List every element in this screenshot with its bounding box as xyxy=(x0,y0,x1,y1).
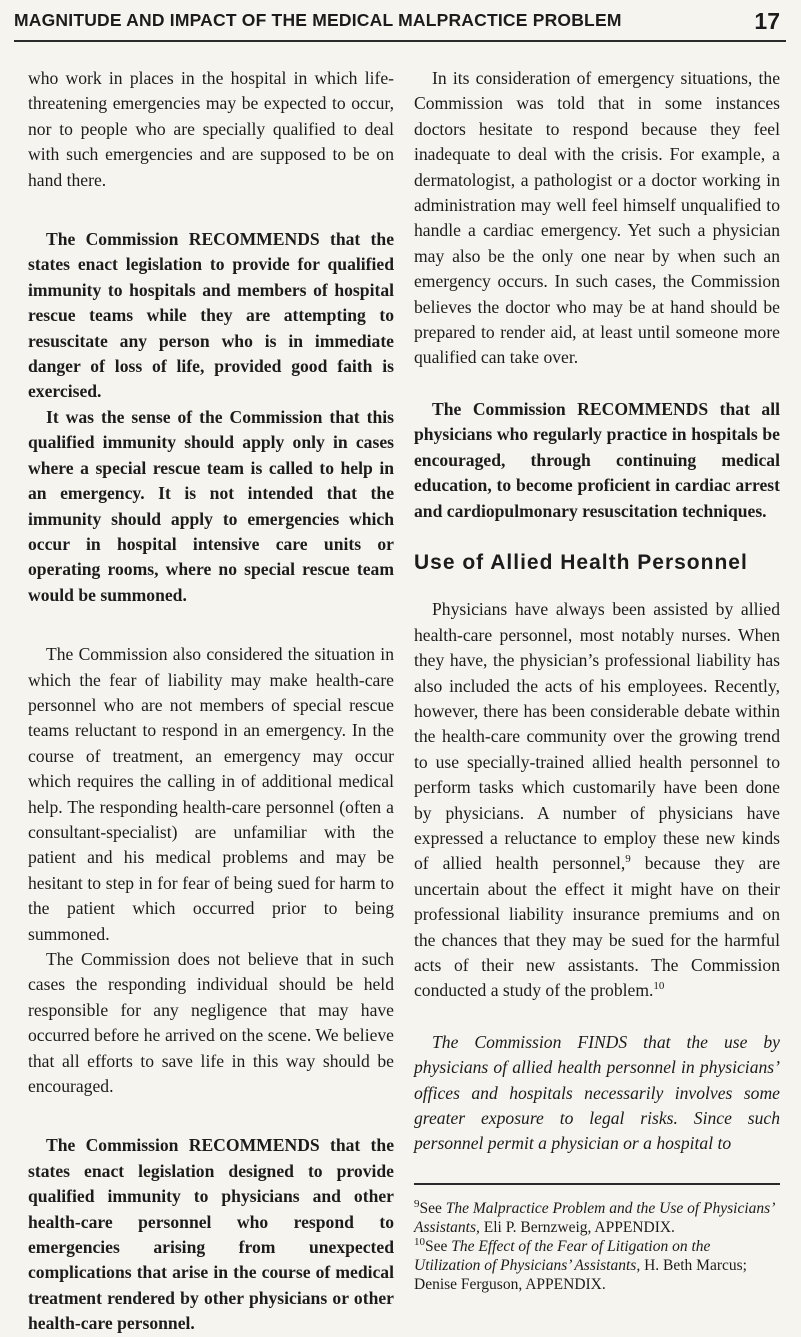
left-column xyxy=(28,66,394,1337)
paragraph: In its consideration of emergency situations, the Commission was told that in some instances doctors hesitate to respond because they feel inadequate to deal with the crisis. For example, a dermatologist, a pathologist or a doctor working in administration may well feel himself unqualified to handle a cardiac emergency. Yet such a physician may also be the only one near by when such an emergency occurs. In such cases, the Commission believes the doctor who may be at hand should be prepared to render aid, at least until someone more qualified can take over. xyxy=(414,68,780,368)
running-head-title: MAGNITUDE AND IMPACT OF THE MEDICAL MALPRACTICE PROBLEM xyxy=(14,10,622,30)
footnote-title: The Malpractice Problem and the Use of Physicians’ Assistants, xyxy=(414,1199,774,1236)
paragraph: The Commission also considered the situation in which the fear of liability may make health-care personnel who are not members of special rescue teams reluctant to respond in an emergency. In the course of treatment, an emergency may occur which requires the calling in of additional medical help. The responding health-care personnel (often a consultant-specialist) are unfamiliar with the patient and his medical problems and may be hesitant to step in for fear of being sued for harm to the patient which occurred prior to being summoned. xyxy=(28,644,394,944)
footnote-number: 10 xyxy=(414,1235,425,1248)
right-column xyxy=(414,66,780,1294)
footnote-see: See xyxy=(425,1237,452,1255)
finding-paragraph: The Commission FINDS that the use by physicians of allied health personnel in physicians’ offices and hospitals necessarily involves some greater exposure to legal risks. Since such personnel permit a physician or a hospital to xyxy=(414,1031,780,1154)
footnote-source: H. Beth Marcus; Denise Ferguson, APPENDIX. xyxy=(414,1256,747,1293)
footnote-source: Eli P. Bernzweig, APPENDIX. xyxy=(479,1218,675,1236)
section-heading: Use of Allied Health Personnel xyxy=(414,550,748,574)
recommendation-paragraph: The Commission RECOMMENDS that the states enact legislation designed to provide qualified immunity to physicians and other health-care personnel who respond to emergencies arising from unexpected complications that arise in the course of medical treatment rendered by other physicians or other health-care personnel. xyxy=(28,1135,394,1334)
paragraph-text: because they are uncertain about the effect it might have on their professional liability insurance premiums and on the chances that they may be sued for the harmful acts of their new assistants. The Commission conducted a study of the problem. xyxy=(414,853,781,1001)
footnote-number: 9 xyxy=(414,1197,420,1210)
running-header xyxy=(14,6,786,42)
recommendation-paragraph: The Commission RECOMMENDS that the states enact legislation to provide for qualified immunity to hospitals and members of hospital rescue teams while they are attempting to resuscitate any person who is in immediate danger of loss of life, provided good faith is exercised. xyxy=(28,229,394,402)
footnote-ref: 9 xyxy=(625,853,631,866)
footnote-9 xyxy=(414,1199,780,1237)
paragraph-text: Physicians have always been assisted by allied health-care personnel, most notably nurses. When they have, the physician’s professional liability has also included the acts of his employees. Recently, however, there has been considerable debate within the health-care community over the growing trend to use specially-trained allied health personnel to perform tasks which customarily have been done by physicians. A number of physicians have expressed a reluctance to employ these new kinds of allied health personnel, xyxy=(414,599,780,874)
footnote-title: The Effect of the Fear of Litigation on the Utilization of Physicians’ Assistants, xyxy=(414,1237,711,1274)
paragraph: The Commission does not believe that in such cases the responding individual should be held responsible for any negligence that may have occurred before he arrived on the scene. We believe that all efforts to save life in this way should be encouraged. xyxy=(28,949,394,1097)
page-number: 17 xyxy=(754,8,780,34)
footnote-see: See xyxy=(419,1199,446,1217)
footnote-ref: 10 xyxy=(653,980,665,993)
paragraph: who work in places in the hospital in which life-threatening emergencies may be expected to occur, nor to people who are specially qualified to deal with such emergencies and are supposed to be on hand there. xyxy=(28,68,394,190)
footnote-10 xyxy=(414,1237,780,1294)
recommendation-paragraph: It was the sense of the Commission that this qualified immunity should apply only in cases where a special rescue team is called to help in an emergency. It is not intended that the immunity should apply to emergencies which occur in hospital intensive care units or operating rooms, where no special rescue team would be summoned. xyxy=(28,406,394,605)
paragraph xyxy=(414,597,780,1004)
recommendation-paragraph: The Commission RECOMMENDS that all physicians who regularly practice in hospitals be encouraged, through continuing medical education, to become proficient in cardiac arrest and cardiopulmonary resuscitation techniques. xyxy=(414,398,780,521)
